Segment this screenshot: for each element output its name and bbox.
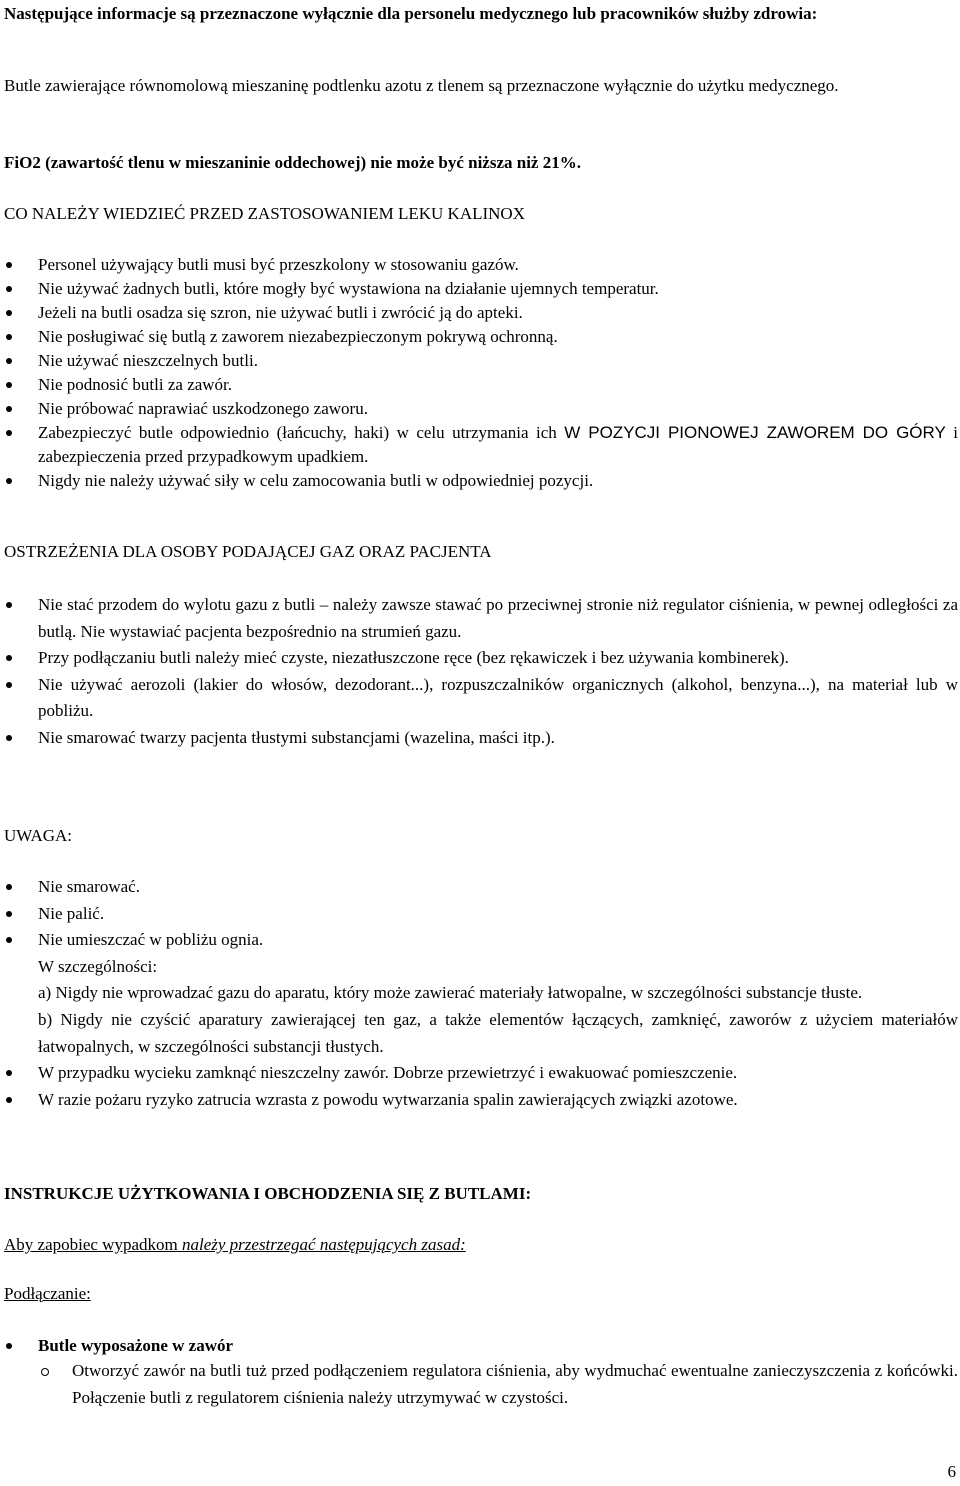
secure-text-pre: Zabezpieczyć butle odpowiednio (łańcuchy, haki) w celu utrzymania ich [38, 423, 557, 442]
list-item: Otworzyć zawór na butli tuż przed podłączeniem regulatora ciśnienia, aby wydmuchać ewentualne zanieczyszczenia z końcówki. Połączenie butli z regulatorem ciśnienia należy utrzymywać w czystości. [0, 1358, 958, 1411]
valve-sublist [0, 1358, 958, 1411]
list-item: Jeżeli na butli osadza się szron, nie używać butli i zwrócić ją do apteki. [0, 301, 958, 325]
note-b: b) Nigdy nie czyścić aparatury zawierającej ten gaz, a także elementów łączących, zamknięć, zaworów z użyciem materiałów łatwopalnych, w szczególności substancji tłustych. [38, 1009, 958, 1056]
instructions-heading: INSTRUKCJE UŻYTKOWANIA I OBCHODZENIA SIĘ Z BUTLAMI: [4, 1184, 532, 1203]
caution-list [0, 874, 958, 1113]
warnings-heading: OSTRZEŻENIA DLA OSOBY PODAJĄCEJ GAZ ORAZ PACJENTA [4, 542, 492, 561]
list-item: Nie używać nieszczelnych butli. [0, 349, 958, 373]
list-item: Nie używać aerozoli (lakier do włosów, dezodorant...), rozpuszczalników organicznych (alkohol, benzyna...), na materiał lub w pobliżu. [0, 672, 958, 725]
intro-paragraph: Butle zawierające równomolową mieszaninę podtlenku azotu z tlenem są przeznaczone wyłącznie do użytku medycznego. [4, 76, 839, 95]
note-a: a) Nigdy nie wprowadzać gazu do aparatu, który może zawierać materiały łatwopalne, w szczególności substancje tłuste. [38, 983, 863, 1003]
before-use-list [0, 253, 958, 493]
secure-text-post: i zabezpieczenia przed przypadkowym upadkiem. [38, 423, 959, 466]
list-item: Personel używający butli musi być przeszkolony w stosowaniu gazów. [0, 253, 958, 277]
list-item: Butle wyposażone w zawór [0, 1334, 958, 1358]
avoid-accidents-line [4, 1233, 958, 1257]
in-particular-label: W szczególności: [38, 956, 158, 976]
list-item: W razie pożaru ryzyko zatrucia wzrasta z powodu wytwarzania spalin zawierających związki azotowe. [0, 1087, 958, 1114]
list-item: Nie stać przodem do wylotu gazu z butli – należy zawsze stawać po przeciwnej stronie niż regulator ciśnienia, w pewnej odległości za butlą. Nie wystawiać pacjenta bezpośrednio na strumień gazu. [0, 592, 958, 645]
list-item: Nie posługiwać się butlą z zaworem niezabezpieczonym pokrywą ochronną. [0, 325, 958, 349]
list-item: Nigdy nie należy używać siły w celu zamocowania butli w odpowiedniej pozycji. [0, 469, 958, 493]
fio2-note: FiO2 (zawartość tlenu w mieszaninie oddechowej) nie może być niższa niż 21%. [4, 153, 581, 172]
fire-item-text: Nie umieszczać w pobliżu ognia. [38, 930, 264, 950]
list-item: Przy podłączaniu butli należy mieć czyste, niezatłuszczone ręce (bez rękawiczek i bez używania kombinerek). [0, 645, 958, 672]
list-item [0, 927, 958, 1060]
secure-text-emphasis: W POZYCJI PIONOWEJ ZAWOREM DO GÓRY [564, 423, 946, 442]
page-number: 6 [947, 1462, 956, 1481]
list-item [0, 421, 958, 469]
connecting-subheading: Podłączanie: [4, 1284, 91, 1303]
intro-heading: Następujące informacje są przeznaczone wyłącznie dla personelu medycznego lub pracowników służby zdrowia: [4, 4, 818, 23]
avoid-text-italic: należy przestrzegać następujących zasad: [181, 1235, 466, 1254]
list-item: Nie smarować twarzy pacjenta tłustymi substancjami (wazelina, maści itp.). [0, 725, 958, 752]
list-item: Nie próbować naprawiać uszkodzonego zaworu. [0, 397, 958, 421]
list-item: Nie podnosić butli za zawór. [0, 373, 958, 397]
before-use-heading: CO NALEŻY WIEDZIEĆ PRZED ZASTOSOWANIEM LEKU KALINOX [4, 204, 525, 223]
caution-heading: UWAGA: [4, 826, 72, 845]
valve-list [0, 1334, 958, 1358]
warnings-list [0, 592, 958, 752]
avoid-text: Aby zapobiec wypadkom [4, 1235, 178, 1254]
list-item: Nie używać żadnych butli, które mogły być wystawiona na działanie ujemnych temperatur. [0, 277, 958, 301]
list-item: W przypadku wycieku zamknąć nieszczelny zawór. Dobrze przewietrzyć i ewakuować pomieszczenie. [0, 1060, 958, 1087]
list-item: Nie palić. [0, 901, 958, 928]
list-item: Nie smarować. [0, 874, 958, 901]
